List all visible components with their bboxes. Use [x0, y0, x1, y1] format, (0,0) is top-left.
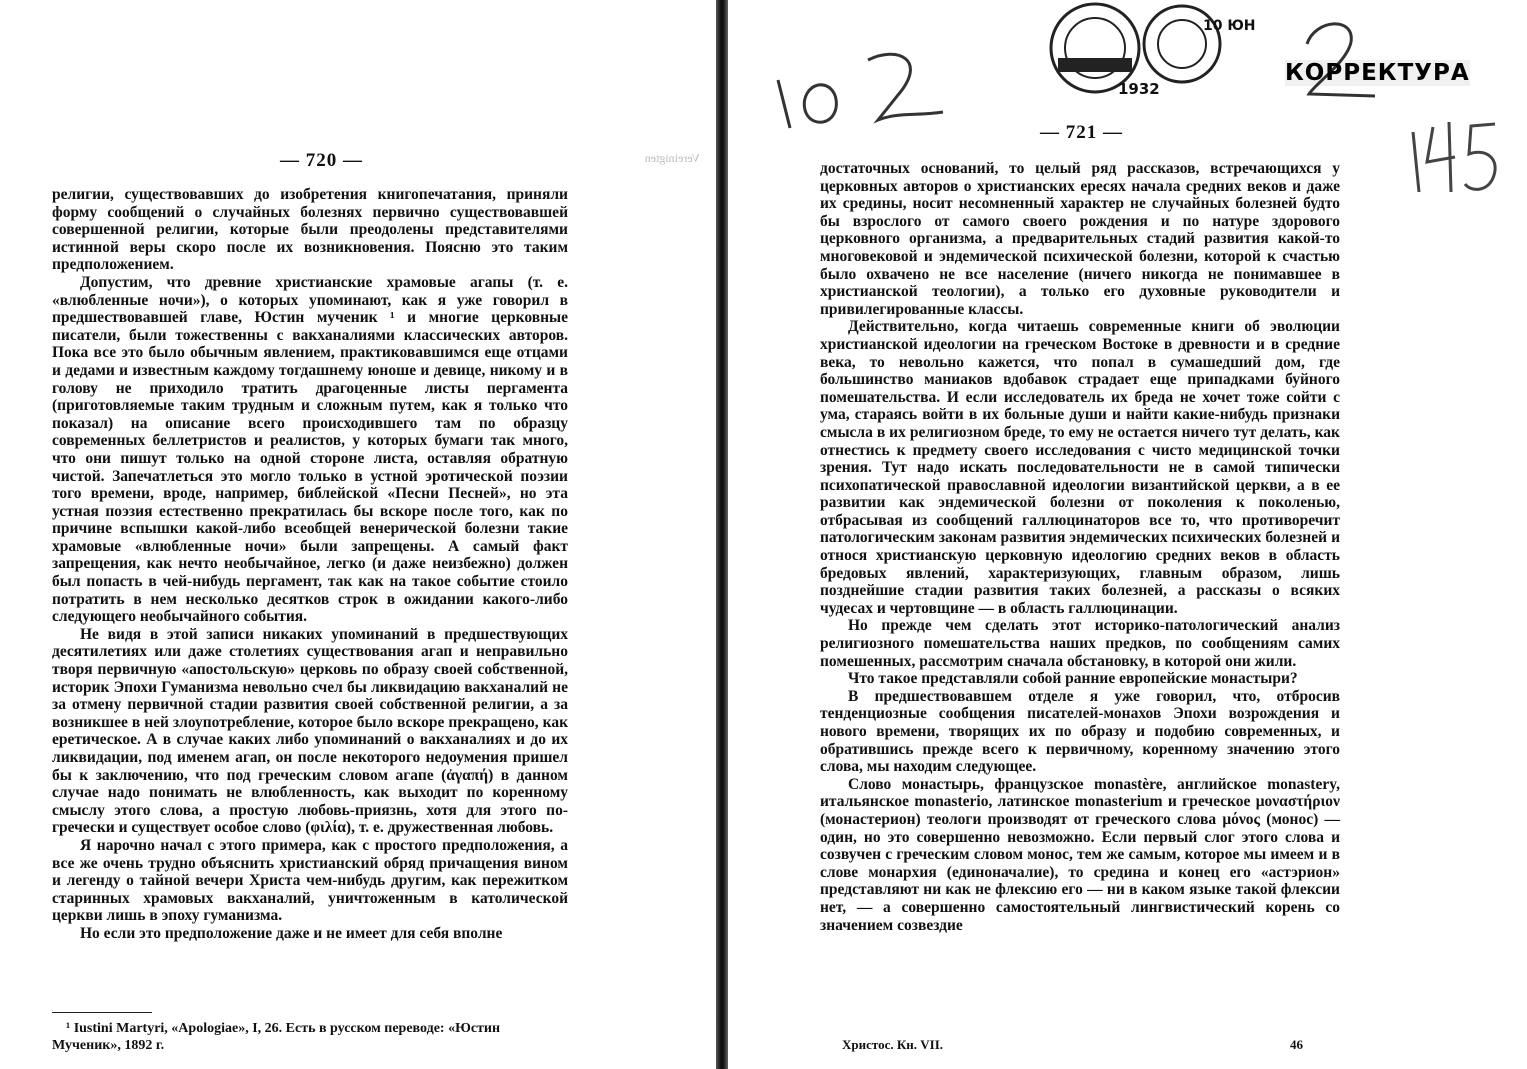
- right-paragraph-2: Действительно, когда читаешь современные книги об эволюции христианской идеологии на греческом Востоке в древности и в средние века, то невольно кажется, что попал в сумашедший дом, где большинство маниаков вдобавок страдает еще припадками буйного помешательства. И если исследователь их бреда не хочет тоже сойти с ума, стараясь войти в их больные души и найти какие-нибудь признаки смысла в их религиозном бреде, то ему не остается ничего тут делать, как отнестись к предмету своего исследования с чисто медицинской точки зрения. Тут надо искать последовательности не в самой типически психопатической православной идеологии византийской церкви, а в ее развитии как эндемической болезни от поколения к поколенью, отбрасывая из сообщений галлюцинаторов все то, что противоречит патологическим законам развития эндемических психических болезней и относя христианскую церковную идеологию средних веков в область бредовых явлений, характеризующих, главным образом, лишь позднейшие стадии развития таких болезней, а рассказы о всяких чудесах и чертовщине — в область галлюцинации.: [820, 318, 1340, 617]
- left-paragraph-1: религии, существовавших до изобретения книгопечатания, приняли форму сообщений о случайных болезнях первично существовавшей совершенной религии, которые были преодолены представителями истинной веры скоро после их возникновения. Поясню это таким предположением.: [52, 186, 568, 274]
- right-paragraph-5: В предшествовавшем отделе я уже говорил, что, отбросив тенденциозные сообщения писателей-монахов Эпохи возрождения и нового времени, творящих их по образу и подобию современных, и обратившись прежде всего к первичному, коренному значению этого слова, мы находим следующее.: [820, 687, 1340, 776]
- footnote-text: ¹ Iustini Martyri, «Apologiae», I, 26. Есть в русском переводе: «Юстин Мученик», 1892 г.: [52, 1021, 501, 1053]
- left-page-body: [52, 186, 568, 943]
- right-paragraph-1: достаточных оснований, то целый ряд рассказов, встречающихся у церковных авторов о христианских ересях начала средних веков и даже их средины, носит несомненный характер не случайных болезней будто бы взрослого от самого своего рождения и по натуре здорового церковного организма, а предварительных стадий развития какой-то многовековой и эндемической психической болезни, которой к счастью было охвачено не все население (ничего никогда не понимавшее в христианской теологии), а только его духовные руководители и привилегированные классы.: [820, 160, 1340, 318]
- right-paragraph-3: Но прежде чем сделать этот историко-патологический анализ религиозного помешательства наших предков, по сообщениям самих помешенных, рассмотрим сначала обстановку, в которой они жили.: [820, 617, 1340, 670]
- left-paragraph-4: Я нарочно начал с этого примера, как с простого предположения, а все же очень трудно объяснить христианский обряд причащения вином и легенду о тайной вечери Христа чем-нибудь другим, как пережитком старинных храмовых вакханалий, уничтоженным в католической церкви лишь в эпоху гуманизма.: [52, 836, 568, 925]
- handwritten-number-102: [768, 40, 958, 130]
- handwritten-number-2: [1295, 14, 1385, 104]
- footnote: [52, 1020, 568, 1054]
- bleed-through-text: Vereinigten: [644, 151, 700, 165]
- left-paragraph-3: Не видя в этой записи никаких упоминаний в предшествующих десятилетиях или даже столетиях существования агап и неправильно творя первичную «апостольскую» церковь по образу своей собственной, историк Эпохи Гуманизма невольно счел бы ликвидацию вакханалий не за отмену первичной стадии развития своей собственной религии, а за возникшее в ней злоупотребление, которое было вскоре прекращено, как еретическое. А в случае каких либо упоминаний о вакханалиях и до их ликвидации, под именем агап, он после некоторого недоумения пришел бы к заключению, что под греческим словом агапе (ἀγαπή) в данном случае надо понимать не влюбленность, как выходит по коренному смыслу этого слова, а простую любовь-приязнь, хотя для этого по-гречески и существует особое слово (φιλία), т. е. дружественная любовь.: [52, 625, 568, 837]
- right-page-number: — 721 —: [1040, 122, 1123, 143]
- book-gutter: [716, 0, 728, 1069]
- handwritten-number-145: [1405, 112, 1505, 202]
- postal-stamp-right: [1140, 0, 1230, 90]
- proof-stamp: КОРРЕКТУРА: [1285, 60, 1470, 86]
- right-paragraph-4: Что такое представляли собой ранние европейские монастыри?: [848, 670, 1298, 688]
- left-page-number: — 720 —: [280, 150, 363, 171]
- right-paragraph-6: Слово монастырь, французское monastère, английское monastery, итальянское monasterio, латинское monasterium и греческое μοναστήριον (монастерион) теологи производят от греческого слова μόνος (монос) — один, но это совершенно невозможно. Если первый слог этого слова и созвучен с греческим словом монос, тем же самым, которое мы имеем и в слове монархия (единоначалие), то средина и конец его «астэрион» представляют ни как не флексию его — ни в каком языке такой флексии нет, — а совершенно самостоятельный лингвистический корень со значением созвездие: [820, 775, 1340, 934]
- sheet-number: 46: [1290, 1037, 1303, 1052]
- left-paragraph-2: Допустим, что древние христианские храмовые агапы (т. е. «влюбленные ночи»), о которых упоминают, как я уже говорил в предшествовавшей главе, Юстин мученик ¹ и многие церковные писатели, были тожественны с вакханалиями классических авторов. Пока все это было обычным явлением, практиковавшимся еще отцами и дедами и известным каждому тогдашнему юноше и девице, никому и в голову не приходило тратить драгоценные листы пергамента (приготовляемые таким трудным и сложным путем, как я только что показал) на описание всего происходившего там по образцу современных беллетристов и реалистов, у которых бумаги так много, что они пишут только на одной стороне листа, оставляя обратную чистой. Запечатлеться это могло только в устной эротической поэзии того времени, вроде, например, библейской «Песни Песней», но эта устная поэзия естественно прекратилась бы вскоре после того, как по причине вспышки какой-либо всеобщей венерической болезни такие храмовые «влюбленные ночи» были запрещены. А самый факт запрещения, как нечто необычайное, легко (и даже неизбежно) должен был попасть в чей-нибудь пергамент, так как на такое событие стоило потратить в нем несколько десятков строк в ожидании какого-либо следующего необычайного события.: [52, 273, 568, 626]
- footnote-divider: [52, 1012, 152, 1013]
- right-page-body: [820, 160, 1340, 934]
- stamp-date: 10 ЮН: [1203, 18, 1256, 34]
- stamp-year: 1932: [1118, 80, 1160, 98]
- printer-signature: Христос. Кн. VII.: [842, 1037, 944, 1052]
- left-paragraph-5: Но если это предположение даже и не имеет для себя вполне: [80, 924, 503, 942]
